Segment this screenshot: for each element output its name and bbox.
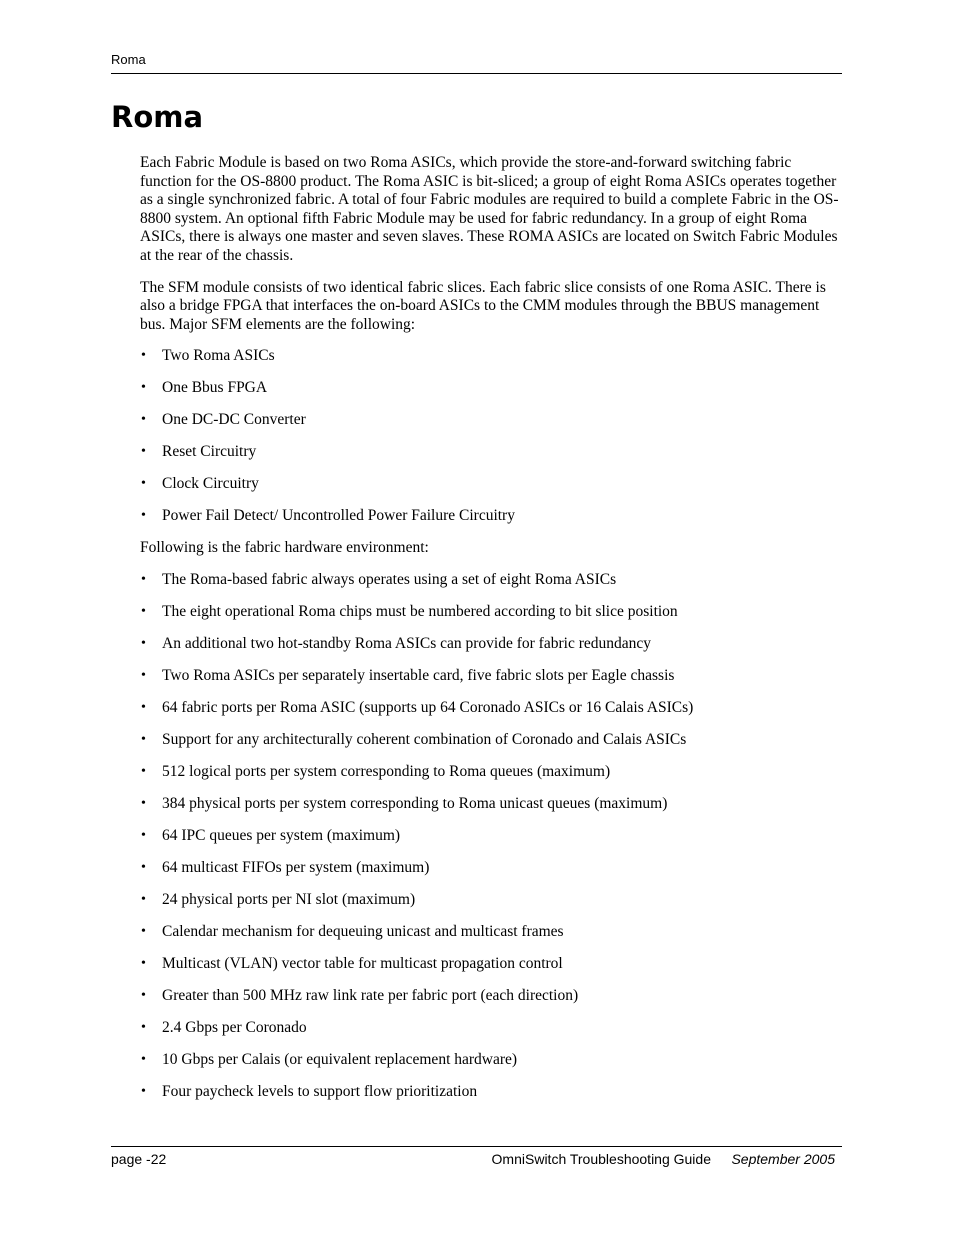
list-item: • 384 physical ports per system corresponding to Roma unicast queues (maximum) xyxy=(141,794,668,812)
bullet-icon: • xyxy=(141,667,146,683)
publication-date: September 2005 xyxy=(731,1151,835,1167)
list-item: • Clock Circuitry xyxy=(141,475,259,493)
list-item: • Two Roma ASICs xyxy=(141,347,275,365)
bullet-icon: • xyxy=(141,827,146,843)
bullet-icon: • xyxy=(141,348,146,364)
bullet-icon: • xyxy=(141,603,146,619)
list-item: • The eight operational Roma chips must be numbered according to bit slice position xyxy=(141,602,678,620)
bullet-icon: • xyxy=(141,571,146,587)
guide-title: OmniSwitch Troubleshooting Guide xyxy=(491,1151,711,1167)
bullet-icon: • xyxy=(141,635,146,651)
bullet-icon: • xyxy=(141,412,146,428)
list-item: • One Bbus FPGA xyxy=(141,379,268,397)
list-item: • The Roma-based fabric always operates using a set of eight Roma ASICs xyxy=(141,570,617,588)
bullet-icon: • xyxy=(141,859,146,875)
bullet-icon: • xyxy=(141,763,146,779)
list-item: • Four paycheck levels to support flow prioritization xyxy=(141,1082,478,1100)
bullet-icon: • xyxy=(141,731,146,747)
bullet-icon: • xyxy=(141,955,146,971)
list-item: • Power Fail Detect/ Uncontrolled Power Failure Circuitry xyxy=(141,507,515,525)
list-item: • 24 physical ports per NI slot (maximum) xyxy=(141,890,416,908)
intro-paragraph: Each Fabric Module is based on two Roma ASICs, which provide the store-and-forward switching fabric function for the OS-8800 product. The Roma ASIC is bit-sliced; a group of eight Roma ASICs operates together as a single synchronized fabric. A total of four Fabric modules are required to build a complete Fabric in the OS-8800 system. An optional fifth Fabric Module may be used for fabric redundancy. In a group of eight Roma ASICs, there is always one master and seven slaves. These ROMA ASICs are located on Switch Fabric Modules at the rear of the chassis. xyxy=(140,154,839,264)
footer-rule xyxy=(111,1146,842,1147)
list-item: • Greater than 500 MHz raw link rate per fabric port (each direction) xyxy=(141,986,579,1004)
bullet-icon: • xyxy=(141,891,146,907)
header-rule xyxy=(111,73,842,74)
list-item: • Support for any architecturally coherent combination of Coronado and Calais ASICs xyxy=(141,730,687,748)
page-number: page -22 xyxy=(111,1151,167,1167)
list-item: • An additional two hot-standby Roma ASICs can provide for fabric redundancy xyxy=(141,634,651,652)
environment-list xyxy=(140,571,842,1101)
bullet-icon: • xyxy=(141,444,146,460)
bullet-icon: • xyxy=(141,1083,146,1099)
list-item: • Multicast (VLAN) vector table for multicast propagation control xyxy=(141,954,563,972)
bullet-icon: • xyxy=(141,699,146,715)
running-head: Roma xyxy=(111,52,146,67)
list-item: • 2.4 Gbps per Coronado xyxy=(141,1018,307,1036)
bullet-icon: • xyxy=(141,923,146,939)
bullet-icon: • xyxy=(141,380,146,396)
list-item: • Calendar mechanism for dequeuing unicast and multicast frames xyxy=(141,922,564,940)
environment-intro: Following is the fabric hardware environment: xyxy=(140,539,429,557)
list-item: • 64 multicast FIFOs per system (maximum) xyxy=(141,858,430,876)
body-content xyxy=(140,154,842,1115)
list-item: • 512 logical ports per system corresponding to Roma queues (maximum) xyxy=(141,762,611,780)
list-item: • 64 fabric ports per Roma ASIC (supports up 64 Coronado ASICs or 16 Calais ASICs) xyxy=(141,698,694,716)
list-item: • 10 Gbps per Calais (or equivalent replacement hardware) xyxy=(141,1050,518,1068)
bullet-icon: • xyxy=(141,508,146,524)
bullet-icon: • xyxy=(141,1051,146,1067)
sfm-paragraph: The SFM module consists of two identical fabric slices. Each fabric slice consists of one Roma ASIC. There is also a bridge FPGA that interfaces the on-board ASICs to the CMM modules through the BBUS management bus. Major SFM elements are the following: xyxy=(140,278,826,333)
list-item: • Reset Circuitry xyxy=(141,443,257,461)
bullet-icon: • xyxy=(141,987,146,1003)
list-item: • 64 IPC queues per system (maximum) xyxy=(141,826,401,844)
bullet-icon: • xyxy=(141,795,146,811)
sfm-elements-list xyxy=(140,347,842,526)
page-title: Roma xyxy=(111,100,204,134)
bullet-icon: • xyxy=(141,476,146,492)
list-item: • Two Roma ASICs per separately insertable card, five fabric slots per Eagle chassis xyxy=(141,666,675,684)
list-item: • One DC-DC Converter xyxy=(141,411,306,429)
bullet-icon: • xyxy=(141,1019,146,1035)
